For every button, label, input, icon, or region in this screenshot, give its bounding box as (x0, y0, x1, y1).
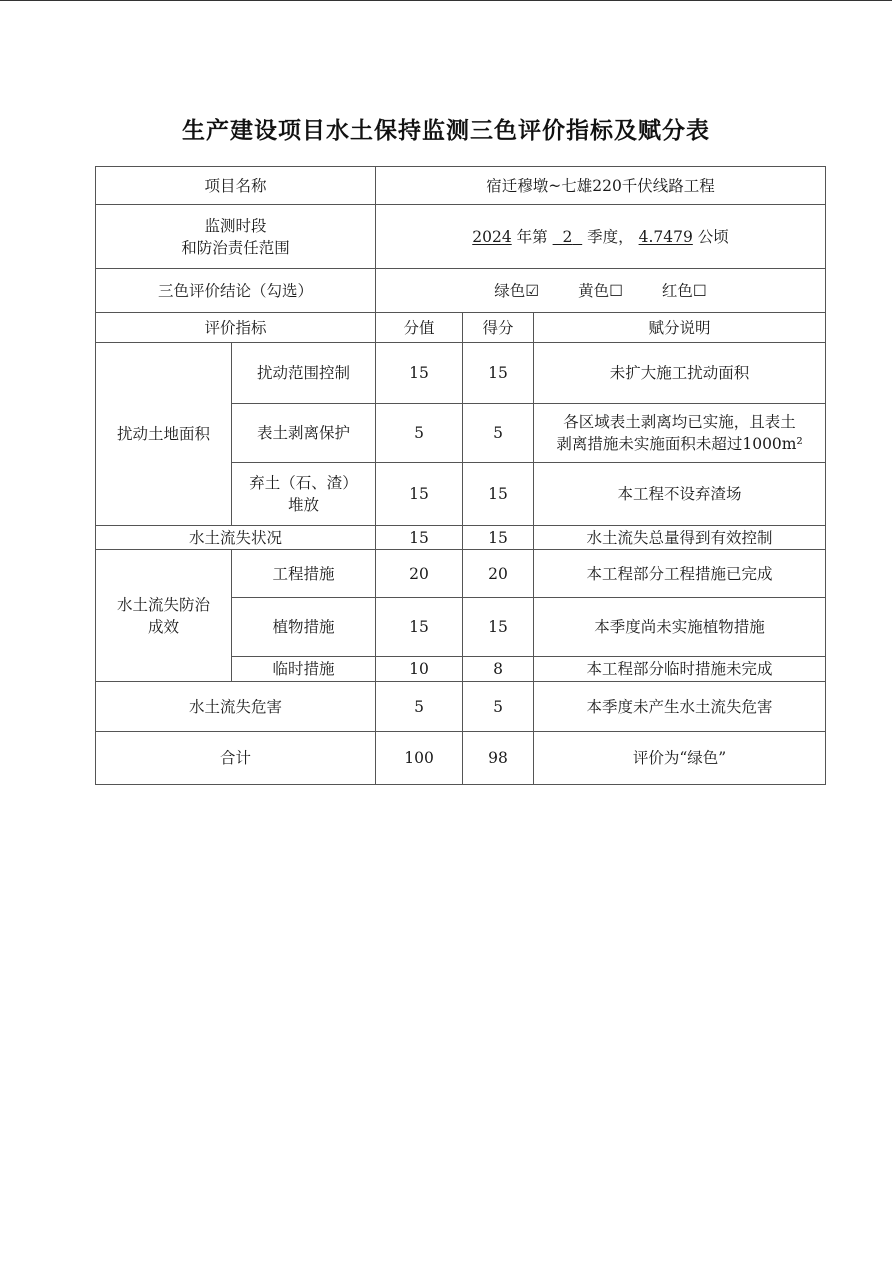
area-unit: 公顷 (697, 227, 729, 246)
row-name (232, 463, 376, 526)
row-got: 20 (463, 550, 534, 598)
period-label (96, 205, 376, 269)
group-prevent-line-1: 水土流失防治 (116, 595, 210, 614)
row-got: 5 (463, 682, 534, 732)
row-note (534, 404, 826, 463)
row-note: 未扩大施工扰动面积 (534, 343, 826, 404)
evaluation-table (95, 166, 826, 785)
row-name: 水土流失状况 (96, 526, 376, 550)
row-name-line-1: 弃土（石、渣） (249, 474, 358, 492)
total-note: 评价为“绿色” (534, 732, 826, 785)
row-score: 15 (376, 343, 463, 404)
row-got: 15 (463, 598, 534, 657)
area-value: 4.7479 (638, 227, 693, 246)
row-score: 20 (376, 550, 463, 598)
project-value: 宿迁穆墩~七雄220千伏线路工程 (376, 167, 826, 205)
row-name: 表土剥离保护 (232, 404, 376, 463)
year-suffix: 年第 (516, 227, 548, 246)
row-note: 本工程部分工程措施已完成 (534, 550, 826, 598)
row-score: 15 (376, 526, 463, 550)
row-score: 15 (376, 598, 463, 657)
quarter-value: 2 (562, 227, 573, 246)
row-note: 水土流失总量得到有效控制 (534, 526, 826, 550)
option-red[interactable]: 红色☐ (661, 281, 707, 300)
row-score: 5 (376, 404, 463, 463)
row-note-line-1: 各区域表土剥离均已实施，且表土 (563, 413, 796, 431)
period-row (96, 205, 826, 269)
row-name: 水土流失危害 (96, 682, 376, 732)
row-note: 本工程部分临时措施未完成 (534, 657, 826, 682)
row-got: 15 (463, 463, 534, 526)
row-score: 5 (376, 682, 463, 732)
option-yellow[interactable]: 黄色☐ (578, 281, 623, 300)
row-got: 15 (463, 343, 534, 404)
conclusion-label: 三色评价结论（勾选） (96, 269, 376, 313)
row-score: 10 (376, 657, 463, 682)
header-got: 得分 (463, 313, 534, 343)
total-label: 合计 (96, 732, 376, 785)
project-label: 项目名称 (96, 167, 376, 205)
conclusion-row (96, 269, 826, 313)
row-name: 植物措施 (232, 598, 376, 657)
year-value: 2024 (472, 227, 512, 246)
row-note: 本工程不设弃渣场 (534, 463, 826, 526)
group-prevent-line-2: 成效 (147, 617, 179, 636)
row-name: 扰动范围控制 (232, 343, 376, 404)
conclusion-options (376, 269, 826, 313)
header-note: 赋分说明 (534, 313, 826, 343)
row-note: 本季度尚未实施植物措施 (534, 598, 826, 657)
total-row (96, 732, 826, 785)
project-row (96, 167, 826, 205)
period-label-line-2: 和防治责任范围 (181, 238, 290, 257)
table-row (96, 526, 826, 550)
row-score: 15 (376, 463, 463, 526)
table-row (96, 550, 826, 598)
row-name: 临时措施 (232, 657, 376, 682)
group-disturb: 扰动土地面积 (96, 343, 232, 526)
header-indicator: 评价指标 (96, 313, 376, 343)
row-note-line-2: 剥离措施未实施面积未超过1000m² (556, 435, 803, 453)
group-prevent (96, 550, 232, 682)
page-top-border (0, 0, 892, 1)
period-value (376, 205, 826, 269)
row-got: 15 (463, 526, 534, 550)
header-row (96, 313, 826, 343)
row-note: 本季度未产生水土流失危害 (534, 682, 826, 732)
total-got: 98 (463, 732, 534, 785)
row-got: 5 (463, 404, 534, 463)
row-got: 8 (463, 657, 534, 682)
row-name-line-2: 堆放 (288, 496, 320, 514)
option-green[interactable]: 绿色☑ (494, 281, 540, 300)
period-label-line-1: 监测时段 (204, 216, 267, 235)
table-row (96, 343, 826, 404)
document-title: 生产建设项目水土保持监测三色评价指标及赋分表 (182, 118, 710, 144)
quarter-suffix: 季度， (587, 227, 634, 246)
total-score: 100 (376, 732, 463, 785)
table-row (96, 682, 826, 732)
header-score: 分值 (376, 313, 463, 343)
row-name: 工程措施 (232, 550, 376, 598)
